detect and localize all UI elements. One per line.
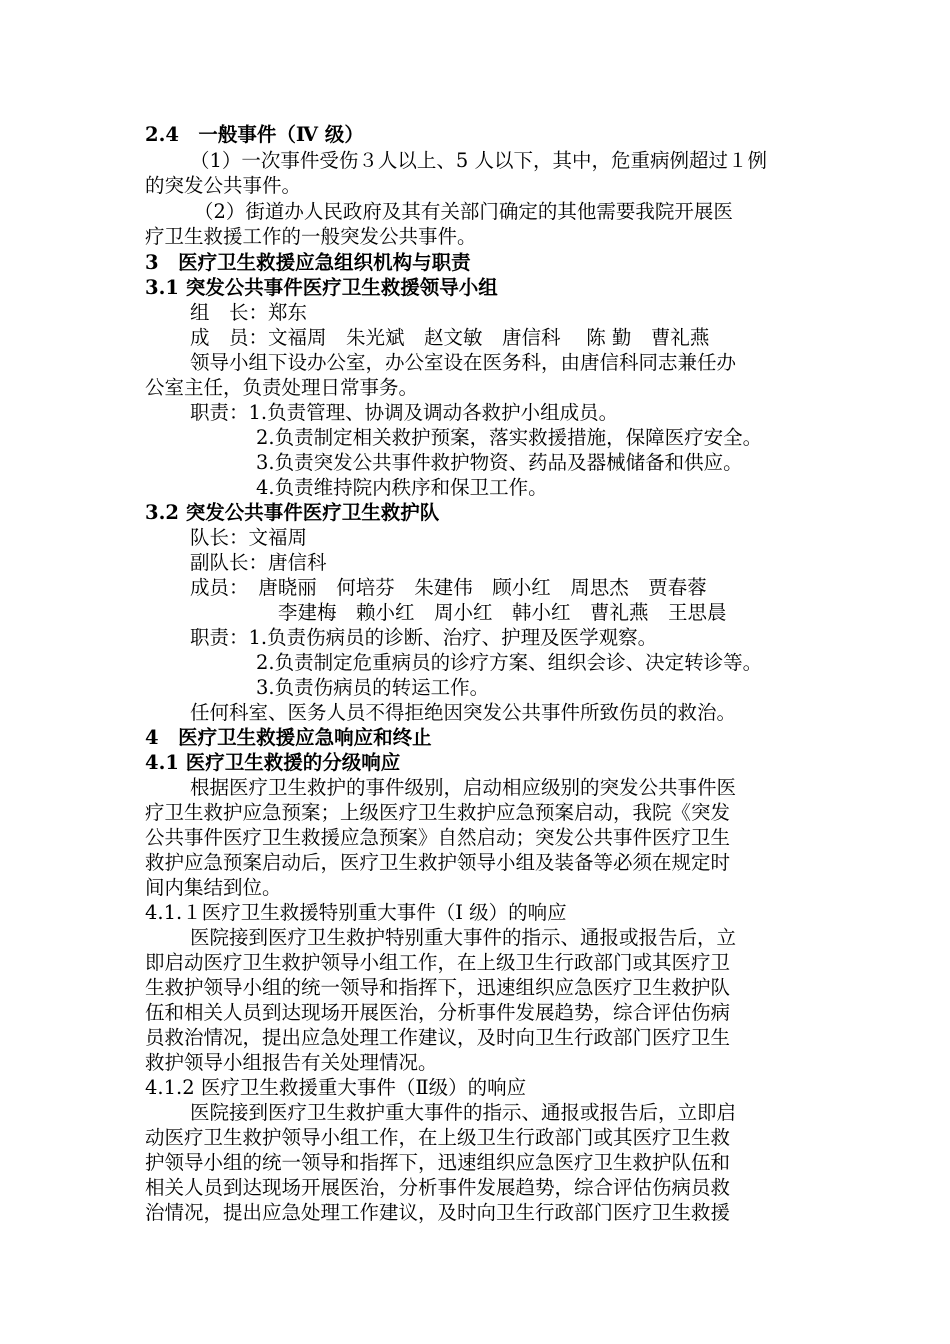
paragraph-line: 2.负责制定相关救护预案，落实救援措施，保障医疗安全。 <box>256 426 763 449</box>
paragraph-line: 3.负责伤病员的转运工作。 <box>256 676 490 699</box>
paragraph-line: 生救护领导小组的统一领导和指挥下，迅速组织应急医疗卫生救护队 <box>145 976 731 999</box>
paragraph-line: 2.负责制定危重病员的诊疗方案、组织会诊、决定转诊等。 <box>256 651 763 674</box>
paragraph-line: 4.负责维持院内秩序和保卫工作。 <box>256 476 548 499</box>
paragraph-line: 员救治情况，提出应急处理工作建议，及时向卫生行政部门医疗卫生 <box>145 1026 731 1049</box>
paragraph-line: 副队长：唐信科 <box>190 551 327 574</box>
paragraph-line: 护领导小组的统一领导和指挥下，迅速组织应急医疗卫生救护队伍和 <box>145 1151 731 1174</box>
section-heading: 4.1 医疗卫生救援的分级响应 <box>145 751 401 774</box>
section-heading: 4 医疗卫生救援应急响应和终止 <box>145 726 432 749</box>
paragraph-line: 职责：1.负责伤病员的诊断、治疗、护理及医学观察。 <box>190 626 658 649</box>
paragraph-line: 3.负责突发公共事件救护物资、药品及器械储备和供应。 <box>256 451 743 474</box>
paragraph-line: 疗卫生救护应急预案；上级医疗卫生救护应急预案启动，我院《突发 <box>145 801 731 824</box>
section-heading: 3 医疗卫生救援应急组织机构与职责 <box>145 251 471 274</box>
paragraph-line: 成员： 唐晓丽 何培芬 朱建伟 顾小红 周思杰 贾春蓉 <box>190 576 707 599</box>
paragraph-line: （2）街道办人民政府及其有关部门确定的其他需要我院开展医 <box>194 200 733 223</box>
paragraph-line: 伍和相关人员到达现场开展医治，分析事件发展趋势，综合评估伤病 <box>145 1001 731 1024</box>
section-heading: 3.1 突发公共事件医疗卫生救援领导小组 <box>145 276 498 299</box>
paragraph-line: 救护领导小组报告有关处理情况。 <box>145 1051 438 1074</box>
section-heading: 2.4 一般事件（Ⅳ 级） <box>145 123 364 146</box>
paragraph-line: 医院接到医疗卫生救护特别重大事件的指示、通报或报告后，立 <box>190 926 737 949</box>
subsection-heading: 4.1.2 医疗卫生救援重大事件（Ⅱ级）的响应 <box>145 1076 527 1099</box>
paragraph-line: 任何科室、医务人员不得拒绝因突发公共事件所致伤员的救治。 <box>190 701 737 724</box>
paragraph-line: 队长：文福周 <box>190 526 308 549</box>
paragraph-line: 领导小组下设办公室，办公室设在医务科，由唐信科同志兼任办 <box>190 351 737 374</box>
paragraph-line: 公共事件医疗卫生救援应急预案》自然启动；突发公共事件医疗卫生 <box>145 826 731 849</box>
paragraph-line: 组 长：郑东 <box>190 301 308 324</box>
paragraph-line: 成 员：文福周 朱光斌 赵文敏 唐信科 陈 勤 曹礼燕 <box>190 326 710 349</box>
paragraph-line: 的突发公共事件。 <box>145 174 302 197</box>
paragraph-line: 救护应急预案启动后，医疗卫生救护领导小组及装备等必须在规定时 <box>145 851 731 874</box>
paragraph-line: 即启动医疗卫生救护领导小组工作，在上级卫生行政部门或其医疗卫 <box>145 951 731 974</box>
paragraph-line: 疗卫生救援工作的一般突发公共事件。 <box>145 225 477 248</box>
paragraph-line: 职责：1.负责管理、协调及调动各救护小组成员。 <box>190 401 619 424</box>
paragraph-line: 动医疗卫生救护领导小组工作，在上级卫生行政部门或其医疗卫生救 <box>145 1126 731 1149</box>
section-heading: 3.2 突发公共事件医疗卫生救护队 <box>145 501 440 524</box>
paragraph-line: 李建梅 赖小红 周小红 韩小红 曹礼燕 王思晨 <box>278 601 727 624</box>
paragraph-line: 公室主任，负责处理日常事务。 <box>145 376 419 399</box>
paragraph-line: （1）一次事件受伤３人以上、5 人以下，其中，危重病例超过１例 <box>190 149 768 172</box>
paragraph-line: 根据医疗卫生救护的事件级别，启动相应级别的突发公共事件医 <box>190 776 737 799</box>
paragraph-line: 相关人员到达现场开展医治，分析事件发展趋势，综合评估伤病员救 <box>145 1176 731 1199</box>
subsection-heading: 4.1.１医疗卫生救援特别重大事件（Ⅰ 级）的响应 <box>145 901 567 924</box>
paragraph-line: 医院接到医疗卫生救护重大事件的指示、通报或报告后，立即启 <box>190 1101 737 1124</box>
paragraph-line: 间内集结到位。 <box>145 876 282 899</box>
paragraph-line: 治情况，提出应急处理工作建议，及时向卫生行政部门医疗卫生救援 <box>145 1201 731 1224</box>
